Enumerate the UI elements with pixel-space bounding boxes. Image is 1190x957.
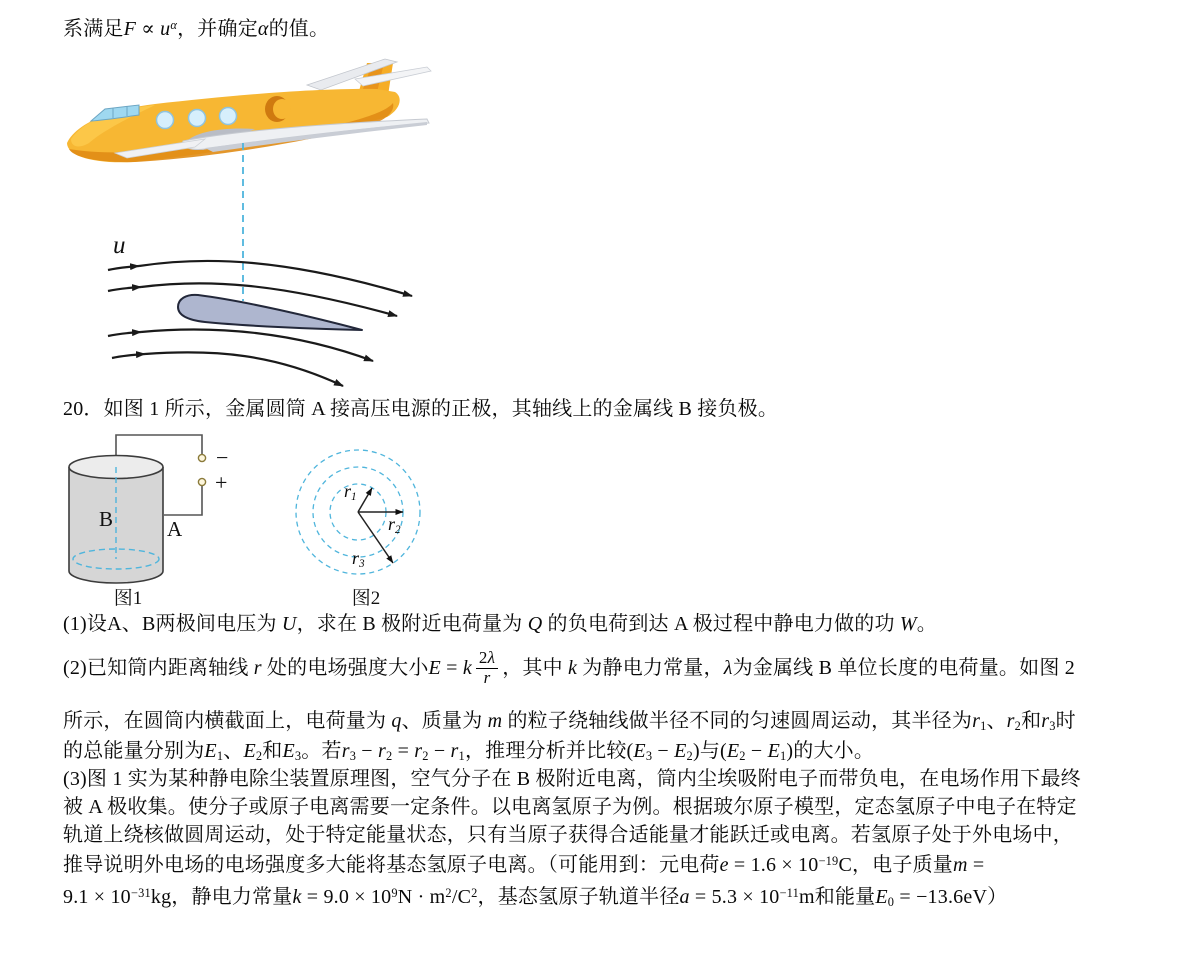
intro-line: 系满足$F \propto u^\alpha$，并确定α的值。 [63, 17, 330, 40]
fraction-numerator: 2λ [476, 649, 498, 669]
part-2-line-2: 所示，在圆筒内横截面上，电荷量为 q、质量为 m 的粒子绕轴线做半径不同的匀速圆周运动，其半径为$r_1$、$r_2$和$r_3$时 [63, 710, 1076, 734]
terminal-minus-label: − [216, 445, 229, 470]
positive-terminal [198, 478, 205, 485]
figure1-caption: 图1 [113, 588, 143, 609]
part-3-line-4: 推导说明外电场的电场强度多大能将基态氢原子电离。（可能用到：元电荷$e = 1.6 \times 10^{-19}C$，电子质量m = [63, 853, 985, 876]
figure2-circles-diagram [268, 432, 468, 610]
part-2-line-3: 的总能量分别为$E_1$、$E_2$和$E_3$。若$r_3 - r_2 = r_2 - r_1$，推理分析并比较$(E_3 - E_2)$与$(E_2 - E_1)$的大小。 [63, 740, 875, 764]
part-1-text: (1)设A、B两极间电压为 U，求在 B 极附近电荷量为 Q 的负电荷到达 A 极过程中静电力做的功 W。 [63, 613, 937, 635]
window-icon [189, 110, 206, 127]
radius-r3-label: $r_3$ [352, 548, 365, 570]
airplane-airflow-illustration [55, 55, 455, 400]
figure2-caption: 图2 [351, 588, 381, 609]
wire-to-negative [116, 435, 202, 456]
part-2-prefix: (2)已知筒内距离轴线 r 处的电场强度大小E = k [63, 656, 472, 679]
radius-r2-label: $r_2$ [388, 514, 401, 536]
airplane-illustration [67, 59, 431, 162]
fraction-2lambda-over-r [476, 649, 498, 687]
window-icon [220, 108, 237, 125]
part-3-line-2: 被 A 极收集。使分子或原子电离需要一定条件。以电离氢原子为例。根据玻尔原子模型，定态氢原子中电子在特定 [63, 796, 1077, 818]
negative-terminal [198, 454, 205, 461]
figure1-cylinder-diagram [55, 432, 285, 610]
window-icon [157, 112, 174, 129]
part-2-line-1 [63, 646, 1075, 690]
part-3-line-3: 轨道上绕核做圆周运动，处于特定能量状态，只有当原子获得合适能量才能跃迁或电离。若氢原子处于外电场中， [63, 824, 1073, 846]
part-2-suffix: ，其中 k 为静电力常量，λ为金属线 B 单位长度的电荷量。如图 2 [502, 656, 1075, 679]
part-3-line-5: $9.1 \times 10^{-31}kg$，静电力常量$k = 9.0 \times 10^9N \cdot m^2/C^2$，基态氢原子轨道半径$a = 5.3 \times 10^{-11}m$和能量$E_0 = -13.6eV$） [63, 885, 1008, 910]
electrode-b-label: B [99, 507, 114, 531]
part-3-line-1: (3)图 1 实为某种静电除尘装置原理图，空气分子在 B 极附近电离，筒内尘埃吸附电子而带负电，在电场作用下最终 [63, 768, 1081, 790]
flow-speed-label: u [113, 232, 126, 259]
terminal-plus-label: + [215, 470, 228, 495]
problem-20-stem: 20．如图 1 所示，金属圆筒 A 接高压电源的正极，其轴线上的金属线 B 接负极。 [63, 398, 779, 420]
fraction-denominator: r [483, 667, 491, 687]
electrode-a-label: A [167, 517, 183, 541]
wire-to-positive [164, 486, 202, 515]
radius-r1-label: $r_1$ [344, 481, 357, 503]
